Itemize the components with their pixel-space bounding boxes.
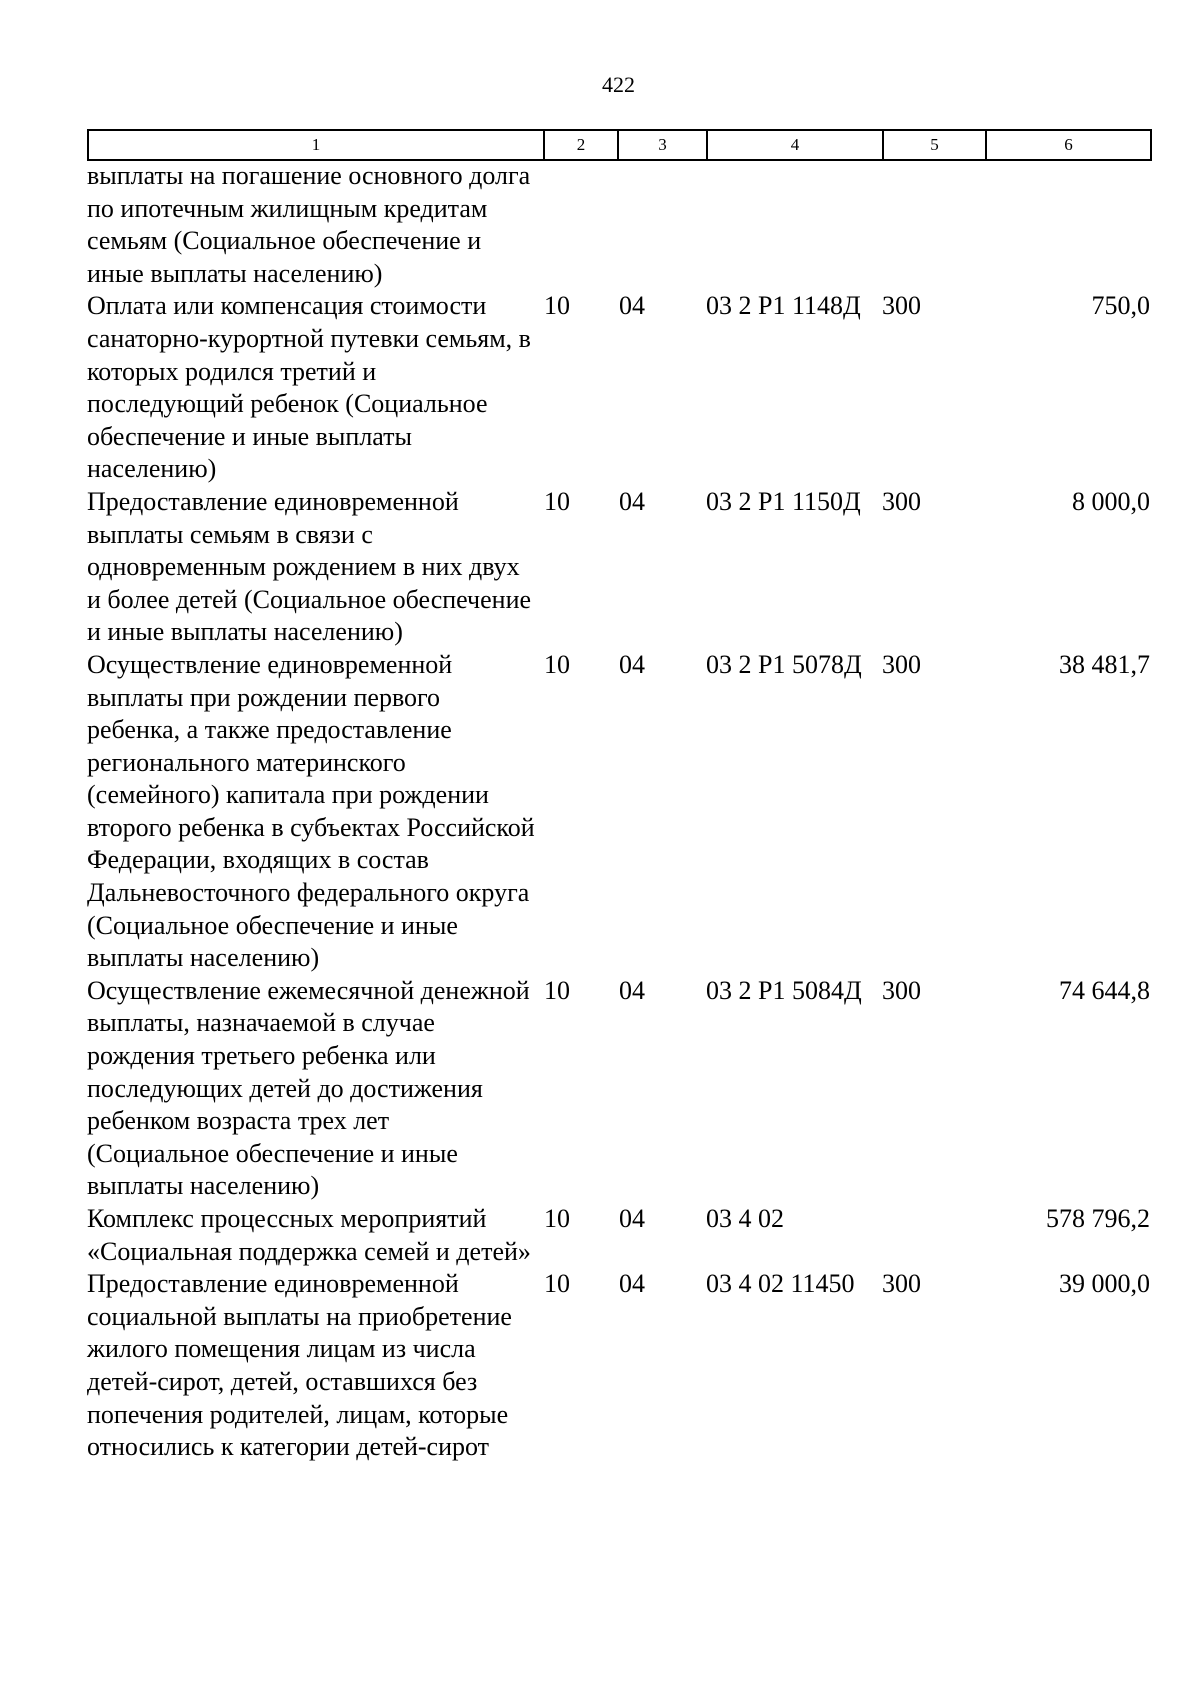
column-header-6: 6: [986, 130, 1151, 160]
column-header-2: 2: [544, 130, 618, 160]
row-expense-type: 300: [882, 649, 921, 679]
row-subsection: 04: [619, 486, 645, 516]
row-subsection: 04: [619, 1204, 645, 1233]
row-name: Осуществление единовременной выплаты при рождении первого ребенка, а также предоставление регионального материнского (семейного) капитала при рождении второго ребенка в субъектах Российской Федерации, входящих в состав Дальневосточного федерального округа (Социальное обеспечение и иные выплаты населению): [87, 649, 535, 973]
row-name: Предоставление единовременной выплаты семьям в связи с одновременным рождением в них двух и более детей (Социальное обеспечение и иные выплаты населению): [87, 486, 532, 647]
table-row: [87, 649, 1150, 975]
column-header-4: 4: [707, 130, 883, 160]
row-expense-type: [882, 1203, 985, 1268]
row-section: 10: [544, 975, 570, 1005]
row-target-article: 03 4 02: [706, 1204, 784, 1233]
table-row: [87, 975, 1150, 1203]
column-header-5: 5: [883, 130, 986, 160]
row-target-article: 03 2 Р1 1148Д: [706, 291, 861, 321]
row-sum: [985, 160, 1150, 290]
table-row: [87, 290, 1150, 486]
row-sum: 578 796,2: [1046, 1204, 1150, 1233]
row-sum: 39 000,0: [1059, 1269, 1150, 1299]
row-name: выплаты на погашение основного долга по ипотечным жилищным кредитам семьям (Социальное обеспечение и иные выплаты населению): [87, 161, 531, 288]
row-expense-type: 300: [882, 486, 921, 516]
table-row: [87, 160, 1150, 290]
row-subsection: 04: [619, 291, 645, 321]
row-section: [543, 160, 617, 290]
budget-table: [87, 160, 1150, 1464]
row-expense-type: 300: [882, 291, 921, 321]
row-sum: 38 481,7: [1059, 649, 1150, 679]
row-section: 10: [544, 1204, 570, 1233]
row-subsection: 04: [619, 975, 645, 1005]
column-header-table: [87, 129, 1152, 161]
row-name: Предоставление единовременной социальной выплаты на приобретение жилого помещения лицам из числа детей-сирот, детей, оставшихся без попечения родителей, лицам, которые относились к категории детей-сирот: [87, 1269, 512, 1462]
table-row: [87, 1203, 1150, 1268]
table-row: [87, 1268, 1150, 1464]
row-section: 10: [544, 486, 570, 516]
row-subsection: [617, 160, 706, 290]
row-name: Оплата или компенсация стоимости санаторно-курортной путевки семьям, в которых родился третий и последующий ребенок (Социальное обеспечение и иные выплаты населению): [87, 291, 531, 484]
column-header-3: 3: [618, 130, 707, 160]
row-section: 10: [544, 291, 570, 321]
page-number: 422: [602, 72, 635, 97]
row-sum: 8 000,0: [1072, 486, 1150, 516]
row-subsection: 04: [619, 1269, 645, 1299]
row-section: 10: [544, 649, 570, 679]
row-target-article: 03 2 Р1 1150Д: [706, 486, 861, 516]
row-sum: 74 644,8: [1059, 975, 1150, 1005]
row-subsection: 04: [619, 649, 645, 679]
table-row: [87, 486, 1150, 649]
row-target-article: 03 2 Р1 5084Д: [706, 975, 862, 1005]
row-expense-type: 300: [882, 975, 921, 1005]
row-name: Комплекс процессных мероприятий «Социальная поддержка семей и детей»: [87, 1204, 531, 1266]
row-target-article: [706, 160, 882, 290]
budget-table-body: [87, 160, 1150, 1464]
row-name: Осуществление ежемесячной денежной выплаты, назначаемой в случае рождения третьего ребенка или последующих детей до достижения ребенком возраста трех лет (Социальное обеспечение и иные выплаты населению): [87, 975, 530, 1201]
row-target-article: 03 2 Р1 5078Д: [706, 649, 862, 679]
row-target-article: 03 4 02 11450: [706, 1269, 855, 1299]
column-header-1: 1: [88, 130, 544, 160]
row-expense-type: 300: [882, 1269, 921, 1299]
column-header-row: [88, 130, 1151, 160]
row-section: 10: [544, 1269, 570, 1299]
row-expense-type: [882, 160, 985, 290]
row-sum: 750,0: [1091, 291, 1150, 321]
